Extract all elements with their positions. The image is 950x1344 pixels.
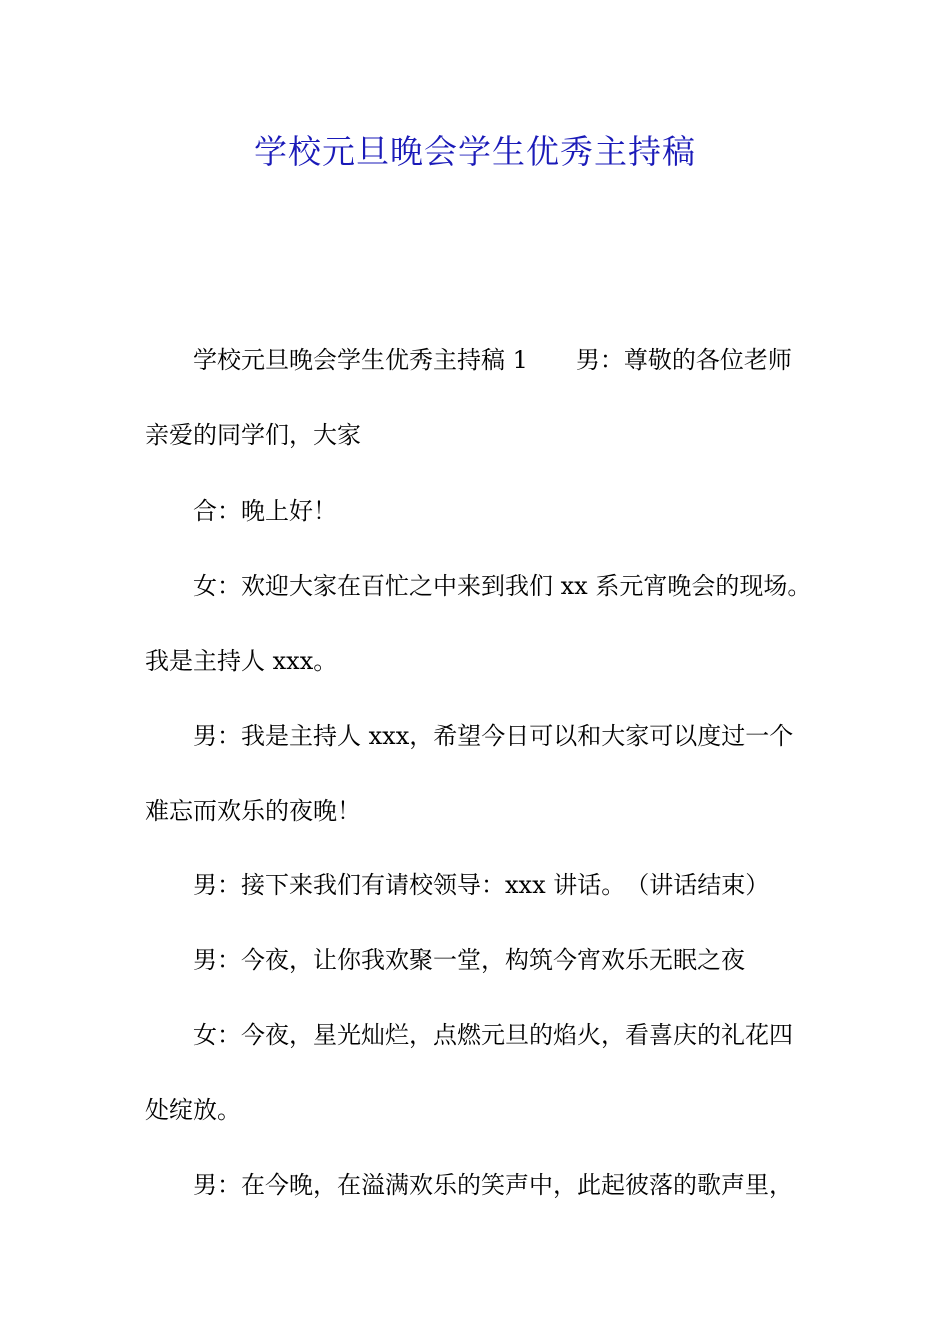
paragraph-line: 男：我是主持人 xxx，希望今日可以和大家可以度过一个 (193, 722, 794, 750)
paragraph-line: 女：今夜，星光灿烂，点燃元旦的焰火，看喜庆的礼花四 (193, 1021, 793, 1049)
paragraph-line: 我是主持人 xxx。 (145, 647, 338, 675)
document-title: 学校元旦晚会学生优秀主持稿 (254, 132, 696, 171)
paragraph-line: 男：在今晚，在溢满欢乐的笑声中，此起彼落的歌声里， (193, 1171, 793, 1199)
paragraph-line: 亲爱的同学们，大家 (145, 421, 361, 449)
paragraph-line: 处绽放。 (145, 1096, 241, 1124)
paragraph-line: 学校元旦晚会学生优秀主持稿 1 男：尊敬的各位老师 (193, 346, 792, 374)
paragraph-line: 女：欢迎大家在百忙之中来到我们 xx 系元宵晚会的现场。 (193, 572, 812, 600)
paragraph-line: 合：晚上好！ (193, 497, 337, 525)
paragraph-line: 男：接下来我们有请校领导：xxx 讲话。 （讲话结束） (193, 871, 770, 899)
paragraph-line: 男：今夜，让你我欢聚一堂，构筑今宵欢乐无眠之夜 (193, 946, 745, 974)
paragraph-line: 难忘而欢乐的夜晚！ (145, 797, 361, 825)
